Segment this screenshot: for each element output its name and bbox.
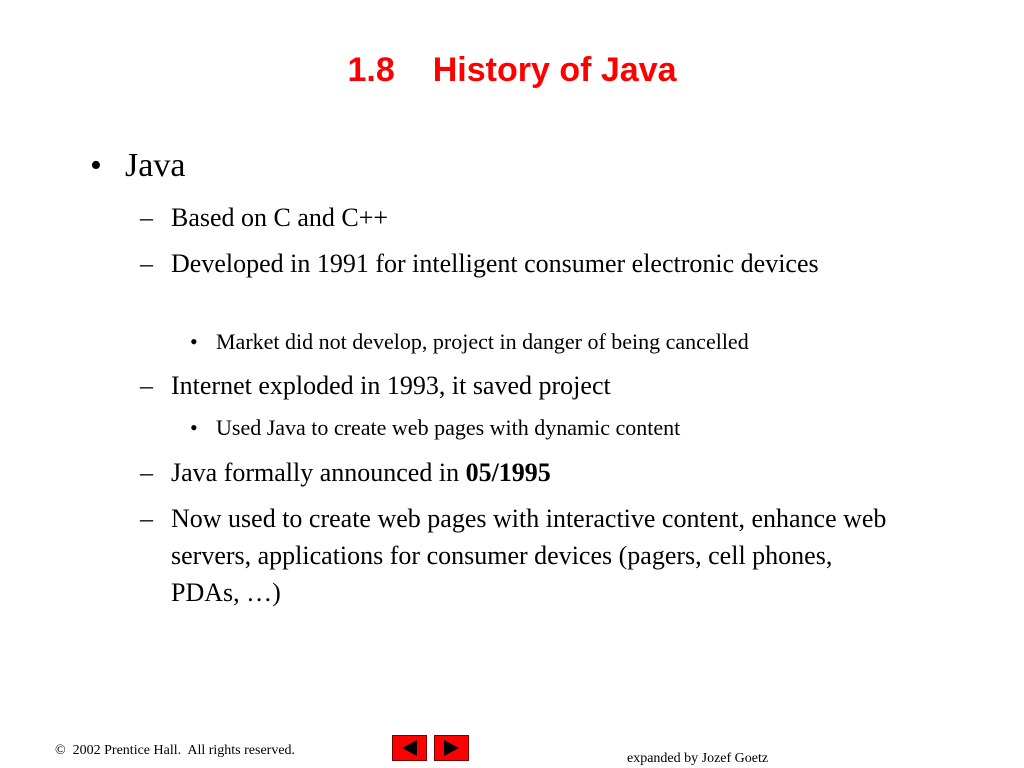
announce-text: Java formally announced in <box>171 458 466 487</box>
bullet-marker: • <box>90 147 102 184</box>
bullet-text: Java <box>125 147 186 184</box>
sub-item-text: Internet exploded in 1993, it saved project <box>171 371 611 400</box>
right-arrow-icon <box>435 736 468 760</box>
left-arrow-icon <box>393 736 426 760</box>
sub-sub-item <box>190 413 930 443</box>
previous-slide-button[interactable] <box>392 735 427 761</box>
dash-marker: – <box>140 504 153 533</box>
sub-item <box>140 245 900 282</box>
announce-date: 05/1995 <box>465 458 551 487</box>
sub-sub-item <box>190 327 930 357</box>
sub-item-text: Developed in 1991 for intelligent consumer electronic devices <box>171 249 819 278</box>
sub-item <box>140 454 900 491</box>
footer-credit: expanded by Jozef Goetz <box>627 751 769 766</box>
sub-sub-item-text: Market did not develop, project in danger of being cancelled <box>216 329 749 354</box>
dash-marker: – <box>140 249 153 278</box>
title-number: 1.8 <box>347 51 395 89</box>
sub-item-text: Now used to create web pages with interactive content, enhance web servers, applications for consumer devices (pagers, cell phones, PDAs, …) <box>171 504 887 607</box>
bullet-marker: • <box>190 329 198 354</box>
bullet-marker: • <box>190 415 198 440</box>
sub-item <box>140 500 900 611</box>
sub-item-text <box>171 454 900 491</box>
sub-sub-item-text: Used Java to create web pages with dynamic content <box>216 415 681 440</box>
dash-marker: – <box>140 371 153 400</box>
sub-item <box>140 367 900 404</box>
sub-item <box>140 199 900 236</box>
title-text: History of Java <box>432 51 677 89</box>
next-slide-button[interactable] <box>434 735 469 761</box>
footer-copyright: © 2002 Prentice Hall. All rights reserved. <box>55 743 296 758</box>
dash-marker: – <box>140 203 153 232</box>
slide-title <box>0 50 1024 90</box>
sub-item-text: Based on C and C++ <box>171 203 389 232</box>
dash-marker: – <box>140 458 153 487</box>
